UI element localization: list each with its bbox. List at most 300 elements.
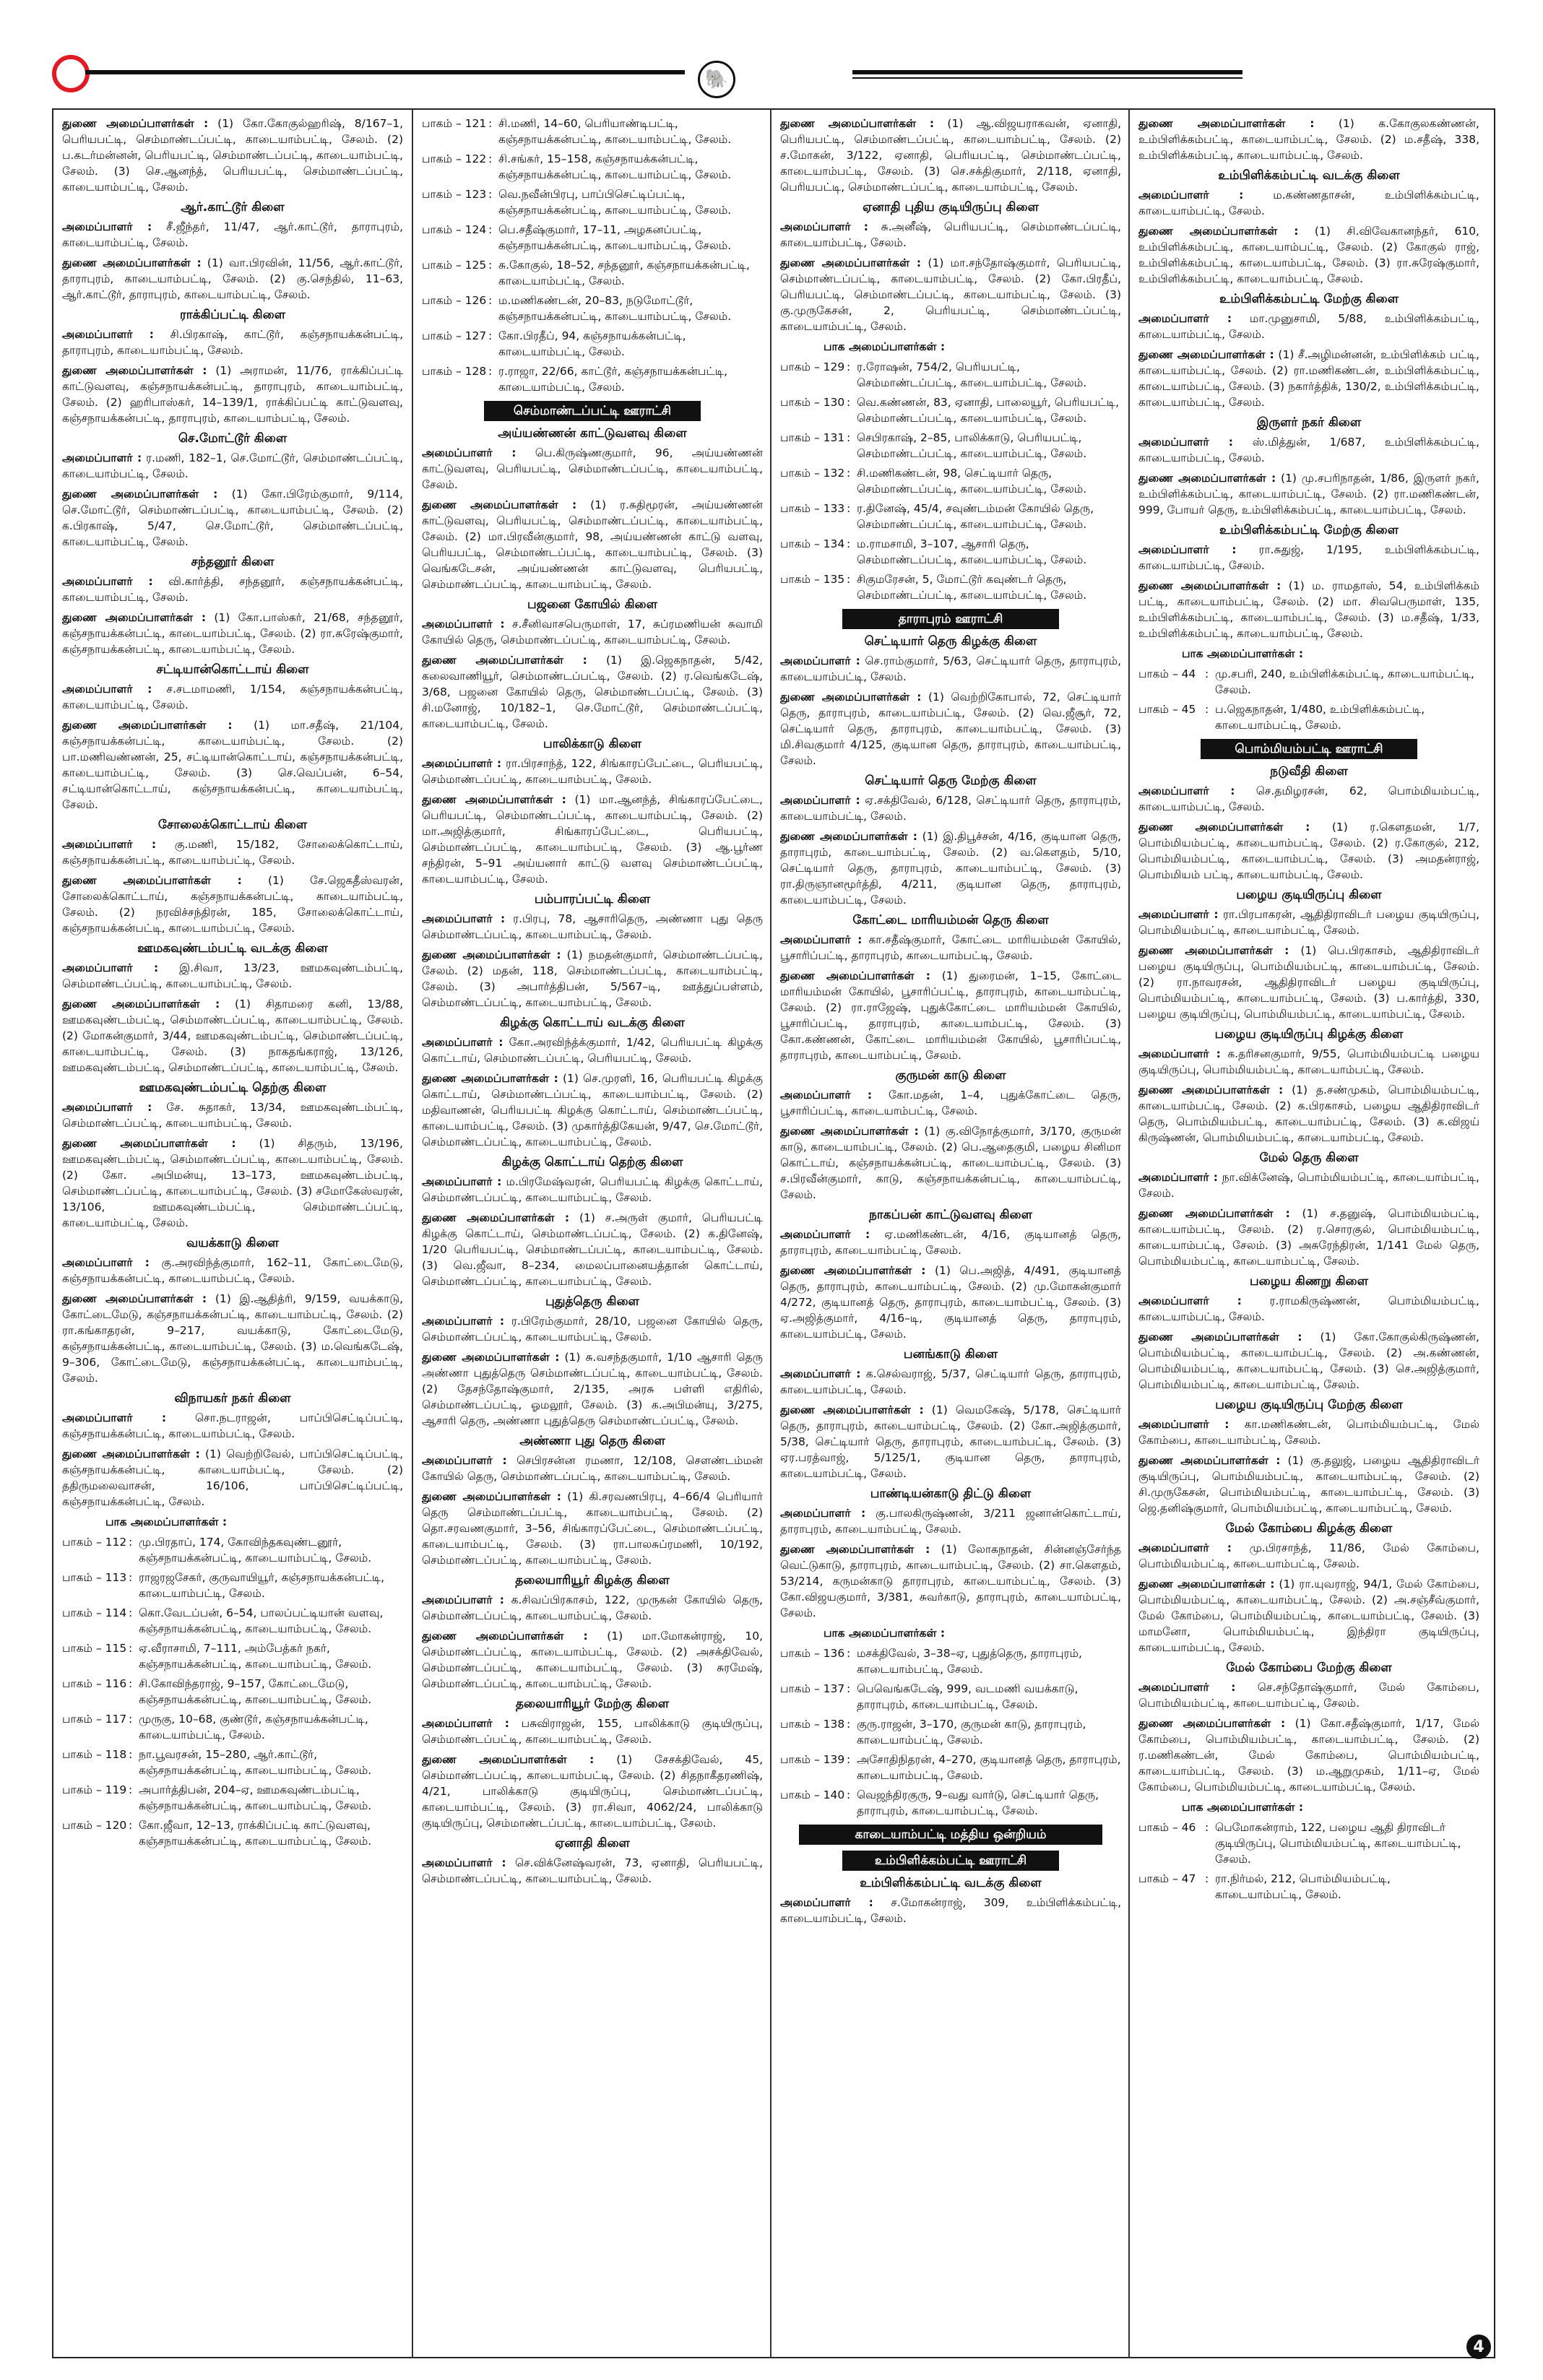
member-details: (1) ரா.யுவராஜ், 94/1, மேல் கோம்பை, பொம்மியம்பட்டி, காடையாம்பட்டி, சேலம். (2) அ.சஞ்சீவ்குமார், மேல் கோம்பை, பொம்மியம்பட்டி, காடையாம்பட்டி, சேலம். (3) மாமனோ, பொம்மியம்பட்டி, இந்திரா குடியிருப்பு, காடையாம்பட்டி, சேலம். [1138,1578,1479,1654]
member-details: (1) சு.வசந்தகுமார், 1/10 ஆசாரி தெரு அண்ணா புதுத்தெரு செம்மாண்டப்பட்டி, காடையாம்பட்டி, சேலம். (2) தேசந்தோஷ்குமார், 2/135, அரசு பள்ளி எதிரில், செம்மாண்டப்பட்டி, ஓமலூர், சேலம். (3) க.அபிமன்யு, 3/275, ஆசாரி தெரு, அண்ணா புதுத்தெரு செம்மாண்டப்பட்டி, சேலம். [422,1351,763,1427]
office-bearer-entry [62,836,403,868]
role-label: துணை அமைப்பாளர்கள் : [62,256,202,269]
ward-separator: : [847,1682,851,1695]
role-label: துணை அமைப்பாளர்கள் : [780,830,917,843]
ward-organisers-heading: பாக அமைப்பாளர்கள் : [1182,1801,1304,1814]
role-label: அமைப்பாளர் : [780,1089,873,1102]
role-label: அமைப்பாளர் : [1138,1047,1221,1060]
office-bearer-entry [1138,1329,1479,1393]
ward-entry [62,1782,403,1814]
role-label: துணை அமைப்பாளர்கள் : [62,117,209,130]
branch-heading: தலையாரியூர் மேற்கு கிளை [515,1697,670,1711]
member-details: (1) பெ.பிரகாசம், ஆதிதிராவிடர் பழைய குடியிருப்பு, பொம்மியம்பட்டி, காடையாம்பட்டி, சேலம். (2) ரா.நாவரசன், ஆதிதிராவிடர் பழைய குடியிருப்பு, பொம்மியம்பட்டி, காடையாம்பட்டி, சேலம். (3) ப.கார்த்தி, 330, பழைய குடியிருப்பு, பொம்மியம்பட்டி, காடையாம்பட்டி, சேலம். [1138,944,1479,1021]
ward-number: பாகம் – 45 [1138,703,1196,716]
panchayat-banner: காடையாம்பட்டி மத்திய ஒன்றியம் [799,1825,1102,1845]
role-label: அமைப்பாளர் : [1138,1418,1229,1431]
ward-entry [1138,701,1479,733]
office-bearer-entry [780,1226,1121,1258]
ward-separator: : [488,152,493,165]
ward-number: பாகம் – 137 [780,1682,845,1695]
branch-heading: உம்பிளிக்கம்பட்டி வடக்கு கிளை [1218,168,1400,183]
branch-heading: அய்யண்ணன் காட்டுவளவு கிளை [498,426,687,441]
role-label: துணை அமைப்பாளர்கள் : [62,1448,200,1461]
office-bearer-entry [780,1263,1121,1342]
role-label: துணை அமைப்பாளர்கள் : [1138,1578,1275,1591]
ward-number: பாகம் – 125 [422,259,487,272]
ward-organiser-details: வெ.கண்ணன், 83, ஏனாதி, பாலையூர், பெரியபட்டி, செம்மாண்டப்பட்டி, காடையாம்பட்டி, சேலம். [857,396,1120,425]
office-bearer-entry [422,1489,763,1568]
branch-heading: விநாயகர் நகர் கிளை [174,1391,291,1406]
branch-heading: அண்ணா புது தெரு கிளை [519,1434,665,1448]
office-bearer-entry [62,574,403,605]
role-label: அமைப்பாளர் : [422,618,505,631]
office-bearer-entry [1138,819,1479,883]
office-bearer-entry [422,792,763,887]
panchayat-banner: உம்பிளிக்கம்பட்டி ஊராட்சி [842,1851,1059,1871]
member-details: (1) கோ.பிரேம்குமார், 9/114, செ.மோட்டூர், செம்மாண்டப்பட்டி, காடையாம்பட்டி, சேலம். (2) க.பிரகாஷ், 5/47, செ.மோட்டூர், செம்மாண்டப்பட்டி, காடையாம்பட்டி, சேலம். [62,488,403,548]
role-label: துணை அமைப்பாளர்கள் : [422,1351,560,1364]
role-label: அமைப்பாளர் : [422,1036,503,1049]
branch-heading: பஜனை கோயில் கிளை [527,597,657,612]
ward-organiser-details: மு.பிரதாப், 174, கோவிந்தகவுண்டனூர், கஞ்சநாயக்கன்பட்டி, காடையாம்பட்டி, சேலம். [139,1536,372,1565]
role-label: அமைப்பாளர் : [780,1228,870,1241]
member-details: செபிரசன்ன ரமணா, 12/108, சௌண்டம்மன் கோயில் தெரு, செம்மாண்டப்பட்டி, காடையாம்பட்டி, சேலம். [422,1454,763,1483]
ward-organiser-details: ம.ராமசாமி, 3–107, ஆசாரி தெரு, செம்மாண்டப்பட்டி, காடையாம்பட்டி, சேலம். [857,537,1087,566]
ward-organisers-heading: பாக அமைப்பாளர்கள் : [1182,647,1304,660]
ward-number: பாகம் – 115 [62,1642,127,1655]
ward-number: பாகம் – 140 [780,1788,845,1801]
member-details: (1) செ.முரளி, 16, பெரியபட்டி கிழக்கு கொட்டாய், செம்மாண்டப்பட்டி, காடையாம்பட்டி, சேலம். (2) மதிவாணன், பெரியபட்டி கிழக்கு கொட்டாய், செம்மாண்டப்பட்டி, காடையாம்பட்டி, சேலம். (3) முகார்த்திகேயன், 9/47, செ.மோட்டூர், செம்மாண்டப்பட்டி, காடையாம்பட்டி, சேலம். [422,1072,763,1148]
member-details: பசுவிராஜன், 155, பாலிக்காடு குடியிருப்பு, செம்மாண்டப்பட்டி, காடையாம்பட்டி, சேலம். [422,1717,763,1746]
role-label: அமைப்பாளர் : [1138,1294,1242,1307]
member-details: (1) கோ.கோகுல்கிருஷ்ணன், பொம்மியம்பட்டி, காடையாம்பட்டி, சேலம். (2) அ.கண்ணன், பொம்மியம்பட்டி, காடையாம்பட்டி, சேலம். (3) செ.அஜித்குமார், பொம்மியம்பட்டி, காடையாம்பட்டி, சேலம். [1138,1330,1479,1391]
ward-separator: : [488,117,493,130]
member-details: (1) வெற்றிவேல், பாப்பிசெட்டிப்பட்டி, கஞ்சநாயக்கன்பட்டி, காடையாம்பட்டி, சேலம். (2) ததிருமலைவாசன், 16/106, பாப்பிசெட்டிப்பட்டி, கஞ்சநாயக்கன்பட்டி, சேலம். [62,1448,403,1508]
role-label: அமைப்பாளர் : [780,220,868,233]
member-details: (1) மா.மோகன்ராஜ், 10, செம்மாண்டப்பட்டி, காடையாம்பட்டி, சேலம். (2) அசக்திவேல், செம்மாண்டப்பட்டி, காடையாம்பட்டி, சேலம். (3) சுரமேஷ், செம்மாண்டப்பட்டி, காடையாம்பட்டி, சேலம். [422,1630,763,1690]
ward-organiser-details: ர.ரோஷன், 754/2, பெரியபட்டி, செம்மாண்டப்பட்டி, காடையாம்பட்டி, சேலம். [857,360,1087,389]
ward-entry [422,363,763,395]
role-label: துணை அமைப்பாளர்கள் : [780,969,930,982]
branch-heading: செ.மோட்டூர் கிளை [178,431,288,446]
branch-heading: இருளர் நகர் கிளை [1256,415,1362,430]
office-bearer-entry [1138,1679,1479,1711]
ward-organiser-details: நா.பூவரசன், 15–280, ஆர்.காட்டூர், கஞ்சநாயக்கன்பட்டி, காடையாம்பட்டி, சேலம். [139,1748,372,1777]
ward-separator: : [847,573,851,586]
role-label: அமைப்பாளர் : [1138,189,1244,202]
office-bearer-entry [1138,187,1479,219]
ward-entry [422,257,763,289]
office-bearer-entry [422,911,763,943]
panchayat-banner: பொம்மியம்பட்டி ஊராட்சி [1201,739,1417,759]
column-4 [1138,116,1479,2340]
role-label: அமைப்பாளர் : [780,794,860,807]
office-bearer-entry [1138,943,1479,1022]
ward-organisers-heading: பாக அமைப்பாளர்கள் : [824,340,946,353]
office-bearer-entry [62,486,403,550]
office-bearer-entry [422,1349,763,1429]
member-details: (1) வெமகேஷ், 5/178, செட்டியார் தெரு, தாராபுரம், காடையாம்பட்டி, சேலம். (2) கோ.அஜித்குமார், 5/38, செட்டியார் தெரு, தாராபுரம், காடையாம்பட்டி, சேலம். (3) ஏர.பரத்வாஜ், 5/125/1, குடியான தெரு, தாராபுரம், காடையாம்பட்டி, சேலம். [780,1403,1121,1480]
ward-organiser-details: முருகு, 10–68, குண்டூர், கஞ்சநாயக்கன்பட்டி, காடையாம்பட்டி, சேலம். [139,1713,368,1741]
member-details: (1) கி.சரவணபிரபு, 4–66/4 பெரியார் தெரு செம்மாண்டப்பட்டி, காடையாம்பட்டி, சேலம். (2) தொ.சரவணகுமார், 3–56, சிங்காரப்பேட்டை, செம்மாண்டப்பட்டி, காடையாம்பட்டி, சேலம். (3) ரா.பாலசுப்ரமணி, 10/192, செம்மாண்டப்பட்டி, காடையாம்பட்டி, சேலம். [422,1490,763,1567]
ward-organiser-details: சிகுமரேசன், 5, மோட்டூர் கவுண்டர் தெரு, செம்மாண்டப்பட்டி, காடையாம்பட்டி, சேலம். [857,573,1087,602]
member-details: (1) லோகநாதன், சின்னஞ்சேர்ந்த வெட்டுகாடு, தாராபுரம், காடையாம்பட்டி, சேலம். (2) சா.கௌதம், 53/214, கருமன்காடு தாராபுரம், காடையாம்பட்டி, சேலம். (3) கோ.விஜயகுமார், 3/381, சுவர்காடு, தாராபுரம், காடையாம்பட்டி, சேலம். [780,1543,1121,1619]
role-label: அமைப்பாளர் : [62,838,157,851]
role-label: துணை அமைப்பாளர்கள் : [422,948,561,961]
member-details: (1) மா.சதீஷ், 21/104, கஞ்சநாயக்கன்பட்டி, காடையாம்பட்டி, சேலம். (2) பா.மணிவண்ணன், 25, சட்டியான்கொட்டாய், கஞ்சநாயக்கன்பட்டி, காடையாம்பட்டி, சேலம். (3) செ.வெப்பன், 6–54, சட்டியான்கொட்டாய், கஞ்சநாயக்கன்பட்டி, காடையாம்பட்டி, சேலம். [62,719,403,811]
member-details: கு.பாலகிருஷ்ணன், 3/211 ஜனான்கொட்டாய், தாராபுரம், காடையாம்பட்டி, சேலம். [780,1507,1121,1536]
office-bearer-entry [1138,223,1479,287]
branch-heading: சோலைக்கொட்டாய் கிளை [157,818,308,832]
office-bearer-entry [422,1313,763,1345]
role-label: துணை அமைப்பாளர்கள் : [62,719,233,732]
page-header [0,0,1543,108]
role-label: அமைப்பாளர் : [1138,908,1219,921]
member-details: செ.விக்னேஷ்வரன், 73, ஏனாதி, பெரியபட்டி, செம்மாண்டப்பட்டி, காடையாம்பட்டி, சேலம். [422,1856,763,1885]
office-bearer-entry [1138,1453,1479,1516]
member-details: (1) துரைமன், 1–15, கோட்டை மாரியம்மன் கோயில், பூசாரிப்பட்டி, தாராபுரம், காடையாம்பட்டி, சேலம். (2) ரா.ராஜேஷ், புதுக்கோட்டை மாரியம்மன் கோயில், பூசாரிப்பட்டி, தாராபுரம், காடையாம்பட்டி, சேலம். (3) கோ.கண்ணன், கோட்டை மாரியம்மன் கோயில், பூசாரிப்பட்டி, தாராபுரம், காடையாம்பட்டி, சேலம். [780,969,1121,1062]
office-bearer-entry [62,1410,403,1442]
branch-heading: புதுத்தெரு கிளை [545,1294,639,1309]
member-details: (1) கோ.சதீஷ்குமார், 1/17, மேல் கோம்பை, பொம்மியம்பட்டி, காடையாம்பட்டி, சேலம். (2) ர.மணிகண்டன், மேல் கோம்பை, பொம்மியம்பட்டி, காடையாம்பட்டி, சேலம். (3) ம.ஆறுமுகம், 1/11–ஏ, மேல் கோம்பை, பொம்மியம்பட்டி, காடையாம்பட்டி, சேலம். [1138,1717,1479,1793]
branch-heading: கோட்டை மாரியம்மன் தெரு கிளை [852,913,1049,927]
ward-organiser-details: ம.மணிகண்டன், 20–83, நடுமோட்டூர், கஞ்சநாயக்கன்பட்டி, காடையாம்பட்டி, சேலம். [498,294,732,323]
branch-heading: உம்பிளிக்கம்பட்டி மேற்கு கிளை [1219,292,1399,306]
member-details: கா.மணிகண்டன், பொம்மியம்பட்டி, மேல் கோம்பை, காடையாம்பட்டி, சேலம். [1138,1418,1479,1447]
role-label: துணை அமைப்பாளர்கள் : [1138,472,1276,485]
ward-number: பாகம் – 138 [780,1718,845,1731]
column-divider [412,108,413,2358]
role-label: அமைப்பாளர் : [422,1856,506,1869]
column-divider [770,108,772,2358]
office-bearer-entry [62,681,403,713]
column-3 [780,116,1121,2340]
office-bearer-entry [1138,1046,1479,1078]
branch-heading: உம்பிளிக்கம்பட்டி மேற்கு கிளை [1219,523,1399,537]
office-bearer-entry [1138,578,1479,641]
branch-heading: சட்டியான்கொட்டாய் கிளை [156,662,309,677]
member-details: செ.தமிழரசன், 62, பொம்மியம்பட்டி, காடையாம்பட்டி, சேலம். [1138,784,1479,813]
ward-separator: : [129,1713,133,1726]
office-bearer-entry [422,1034,763,1066]
member-details: (1) கு.விநோத்குமார், 3/170, குருமன் காடு, காடையாம்பட்டி, சேலம். (2) பெ.ஆதைகுமி, பழைய சினிமா கொட்டாய், கஞ்சநாயக்கன்பட்டி, காடையாம்பட்டி, சேலம். (3) ச.பிரவீன்குமார், காடு, கஞ்சநாயக்கன்பட்டி, காடையாம்பட்டி, சேலம். [780,1125,1121,1201]
role-label: அமைப்பாளர் : [422,1315,505,1328]
member-details: ர.ராமகிருஷ்ணன், பொம்மியம்பட்டி, காடையாம்பட்டி, சேலம். [1138,1294,1479,1323]
panchayat-banner: தாராபுரம் ஊராட்சி [842,609,1059,629]
office-bearer-entry [62,326,403,358]
role-label: துணை அமைப்பாளர்கள் : [780,1543,930,1556]
ward-separator: : [488,223,493,236]
branch-heading: நடுவீதி கிளை [1270,764,1348,779]
ward-entry [780,1752,1121,1783]
office-bearer-entry [62,1255,403,1286]
section-marker-icon [52,55,90,92]
ward-organiser-details: குரு.ராஜன், 3–170, குருமன் காடு, தாராபுரம், காடையாம்பட்டி, சேலம். [857,1718,1086,1747]
office-bearer-entry [62,717,403,813]
member-details: ர.பிரேம்குமார், 28/10, பஜனை கோயில் தெரு, செம்மாண்டப்பட்டி, காடையாம்பட்டி, சேலம். [422,1315,763,1343]
role-label: அமைப்பாளர் : [422,757,502,770]
branch-heading: பாலிக்காடு கிளை [543,737,641,751]
ward-organisers-heading: பாக அமைப்பாளர்கள் : [824,1627,946,1640]
role-label: துணை அமைப்பாளர்கள் : [422,1753,595,1766]
office-bearer-entry [1138,1416,1479,1448]
ward-number: பாகம் – 116 [62,1677,127,1690]
header-rule-left [85,70,685,74]
branch-heading: ஏனாதி புதிய குடியிருப்பு கிளை [863,200,1039,215]
office-bearer-entry [422,1628,763,1692]
office-bearer-entry [780,1087,1121,1119]
ward-organiser-details: செபிரகாஷ், 2–85, பாலிக்காடு, பெரியபட்டி, செம்மாண்டப்பட்டி, காடையாம்பட்டி, சேலம். [857,431,1087,460]
member-details: ம.கண்ணதாசன், உம்பிளிக்கம்பட்டி, காடையாம்பட்டி, சேலம். [1138,189,1479,217]
ward-number: பாகம் – 120 [62,1819,127,1832]
role-label: துணை அமைப்பாளர்கள் : [1138,1083,1284,1096]
office-bearer-entry [1138,1293,1479,1325]
ward-separator: : [1205,1821,1209,1834]
role-label: அமைப்பாளர் : [1138,1171,1218,1184]
ward-entry [62,1676,403,1708]
member-details: க.செல்வராஜ், 5/37, செட்டியார் தெரு, தாராபுரம், காடையாம்பட்டி, சேலம். [780,1367,1121,1396]
role-label: அமைப்பாளர் : [780,654,860,667]
member-details: (1) சிதாமரை கனி, 13/88, ஊமகவுண்டம்பட்டி, செம்மாண்டப்பட்டி, காடையாம்பட்டி, சேலம். (2) மோகன்குமார், 3/44, ஊமகவுண்டம்பட்டி, செம்மாண்டப்பட்டி, காடையாம்பட்டி, சேலம். (3) நாகதங்கராஜ், 13/126, ஊமகவுண்டம்பட்டி, செம்மாண்டப்பட்டி, காடையாம்பட்டி, சேலம். [62,998,403,1074]
branch-heading: பனங்காடு கிளை [903,1347,998,1362]
role-label: துணை அமைப்பாளர்கள் : [422,498,577,511]
branch-heading: பழைய குடியிருப்பு மேற்கு கிளை [1215,1398,1403,1412]
member-details: (1) கோ.கோகுல்ஹரிஷ், 8/167–1, பெரியபட்டி, செம்மாண்டப்பட்டி, காடையாம்பட்டி, சேலம். (2) ப.கடர்மன்னன், பெரியபட்டி, செம்மாண்டப்பட்டி, காடையாம்பட்டி, சேலம். (3) செ.ஆனந்த், பெரியபட்டி, செம்மாண்டப்பட்டி, காடையாம்பட்டி, சேலம். [62,117,403,194]
ward-number: பாகம் – 131 [780,431,845,444]
page-number: 4 [1466,2334,1491,2359]
branch-heading: ராக்கிப்பட்டி கிளை [179,308,286,322]
ward-organiser-details: சி.கோவிந்தராஜ், 9–157, கோட்டைமேடு, கஞ்சநாயக்கன்பட்டி, காடையாம்பட்டி, சேலம். [139,1677,372,1706]
ward-organiser-details: ர.ராஜா, 22/66, காட்டூர், கஞ்சநாயக்கன்பட்டி, காடையாம்பட்டி, சேலம். [498,365,727,394]
ward-separator: : [1205,667,1209,680]
branch-heading: குருமன் காடு கிளை [895,1068,1006,1083]
office-bearer-entry [1138,906,1479,938]
ward-separator: : [488,294,493,307]
member-details: (1) கோ.பாஸ்கர், 21/68, சந்தனூர், கஞ்சநாயக்கன்பட்டி, காடையாம்பட்டி, சேலம். (2) ரா.சுரேஷ்குமார், கஞ்சநாயக்கன்பட்டி, காடையாம்பட்டி, சேலம். [62,611,403,656]
role-label: அமைப்பாளர் : [422,446,517,459]
member-details: கு.அரவிந்த்குமார், 162–11, கோட்டைமேடு, கஞ்சநாயக்கன்பட்டி, காடையாம்பட்டி, சேலம். [62,1256,403,1285]
ward-separator: : [847,1753,851,1766]
role-label: துணை அமைப்பாளர்கள் : [1138,225,1299,238]
member-details: ர.பிரபு, 78, ஆசாரிதெரு, அண்ணா புது தெரு செம்மாண்டப்பட்டி, காடையாம்பட்டி, சேலம். [422,912,763,941]
ward-separator: : [129,1536,133,1549]
ward-separator: : [488,259,493,272]
ward-entry [422,186,763,218]
role-label: அமைப்பாளர் : [422,1717,509,1730]
office-bearer-entry [780,1541,1121,1621]
ward-entry [780,571,1121,603]
office-bearer-entry [780,828,1121,908]
role-label: துணை அமைப்பாளர்கள் : [780,1403,924,1416]
ward-number: பாகம் – 135 [780,573,845,586]
ward-organiser-details: பெ.சதீஷ்குமார், 17–11, அழகனப்பட்டி, கஞ்சநாயக்கன்பட்டி, காடையாம்பட்டி, சேலம். [498,223,732,252]
ward-separator: : [847,1647,851,1660]
ward-number: பாகம் – 118 [62,1748,127,1761]
ward-separator: : [847,1718,851,1731]
role-label: துணை அமைப்பாளர்கள் : [780,691,922,704]
office-bearer-entry [62,996,403,1076]
role-label: அமைப்பாளர் : [780,1507,866,1520]
ward-number: பாகம் – 119 [62,1783,127,1796]
ward-number: பாகம் – 133 [780,502,845,515]
role-label: அமைப்பாளர் : [422,1175,502,1188]
ward-separator: : [129,1642,133,1655]
ward-separator: : [847,360,851,373]
office-bearer-entry [422,1174,763,1206]
ward-organiser-details: கோ.ஜீவா, 12–13, ராக்கிப்பட்டி காட்டுவளவு, கஞ்சநாயக்கன்பட்டி, காடையாம்பட்டி, சேலம். [139,1819,372,1848]
member-details: கோ.அரவிந்த்க்குமார், 1/42, பெரியபட்டி கிழக்கு கொட்டாய், செம்மாண்டப்பட்டி, பெரியபட்டி, சேலம். [422,1036,763,1065]
office-bearer-entry [422,1070,763,1150]
role-label: துணை அமைப்பாளர்கள் : [62,611,207,624]
ward-number: பாகம் – 46 [1138,1821,1196,1834]
role-label: அமைப்பாளர் : [1138,1541,1232,1554]
branch-heading: சந்தனூர் கிளை [191,555,275,569]
office-bearer-entry [1138,542,1479,574]
branch-heading: கிழக்கு கொட்டாய் வடக்கு கிளை [500,1016,685,1030]
role-label: அமைப்பாளர் : [62,1256,150,1269]
office-bearer-entry [1138,1082,1479,1146]
branch-heading: ஊமகவுண்டம்பட்டி தெற்கு கிளை [139,1081,327,1095]
office-bearer-entry [780,116,1121,195]
role-label: அமைப்பாளர் : [1138,1681,1236,1694]
member-details: (1) மு.சபரிநாதன், 1/86, இருளர் நகர், உம்பிளிக்கம்பட்டி, காடையாம்பட்டி, சேலம். (2) ரா.மணிகண்டன், 999, போயர் தெரு, உம்பிளிக்கம்பட்டி, காடையாம்பட்டி, சேலம். [1138,472,1479,516]
column-2 [422,116,763,2340]
ward-separator: : [847,537,851,550]
column-divider [1128,108,1130,2358]
office-bearer-entry [780,932,1121,964]
ward-entry [422,116,763,147]
ward-entry [780,1681,1121,1713]
ward-separator: : [129,1783,133,1796]
ward-entry [422,151,763,183]
role-label: அமைப்பாளர் : [1138,312,1232,325]
member-details: சி.பிரகாஷ், காட்டூர், கஞ்சநாயக்கன்பட்டி, தாராபுரம், காடையாம்பட்டி, சேலம். [62,328,403,357]
member-details: (1) வா.பிரவின், 11/56, ஆர்.காட்டூர், தாராபுரம், காடையாம்பட்டி, சேலம். (2) கு.செந்தில், 11–63, ஆர்.காட்டூர், தாராபுரம், காடையாம்பட்டி, சேலம். [62,256,403,301]
member-details: (1) ச.தனுஷ், பொம்மியம்பட்டி, காடையாம்பட்டி, சேலம். (2) ர.சொரகுல், பொம்மியம்பட்டி, காடையாம்பட்டி, சேலம். (3) அசுரேந்திரன், 1/141 மேல் தெரு, பொம்மியம்பட்டி, காடையாம்பட்டி, சேலம். [1138,1207,1479,1268]
ward-entry [1138,1871,1479,1903]
ward-separator: : [488,365,493,378]
ward-organiser-details: வெஜந்திரகுரு, 9–வது வார்டு, செட்டியார் தெரு, தாராபுரம், காடையாம்பட்டி, சேலம். [857,1788,1099,1817]
office-bearer-entry [1138,1169,1479,1201]
branch-heading: ஊமகவுண்டம்பட்டி வடக்கு கிளை [137,941,328,956]
branch-heading: உம்பிளிக்கம்பட்டி வடக்கு கிளை [860,1876,1042,1890]
ward-separator: : [129,1677,133,1690]
ward-number: பாகம் – 129 [780,360,845,373]
ward-organiser-details: வெ.நவீன்பிரபு, பாப்பிசெட்டிப்பட்டி, கஞ்சநாயக்கன்பட்டி, காடையாம்பட்டி, சேலம். [498,188,732,217]
ward-entry [1138,666,1479,698]
ward-organiser-details: ராஜரஜசேகர், குருவாயியூர், கஞ்சநாயக்கன்பட்டி, காடையாம்பட்டி, சேலம். [139,1571,385,1600]
branch-heading: தலையாரியூர் கிழக்கு கிளை [515,1573,670,1588]
member-details: (1) ஆ.விஜயராகவன், ஏனாதி, பெரியபட்டி, செம்மாண்டப்பட்டி, காடையாம்பட்டி, சேலம். (2) ச.மோகன், 3/122, ஏனாதி, பெரியபட்டி, செம்மாண்டப்பட்டி, காடையாம்பட்டி, சேலம். (3) செ.சக்திகுமார், 2/118, ஏனாதி, பெரியபட்டி, செம்மாண்டப்பட்டி, காடையாம்பட்டி, சேலம். [780,117,1121,194]
role-label: அமைப்பாளர் : [62,220,152,233]
member-details: ரா.பிரசாந்த், 122, சிங்காரப்பேட்டை, பெரியபட்டி, செம்மாண்டப்பட்டி, காடையாம்பட்டி, சேலம். [422,757,763,786]
ward-number: பாகம் – 139 [780,1753,845,1766]
member-details: (1) இ.ஆதித்ரி, 9/159, வயக்காடு, கோட்டைமேடு, கஞ்சநாயக்கன்பட்டி, காடையாம்பட்டி, சேலம். (2) ரா.கங்காதரன், 9–217, வயக்காடு, கோட்டைமேடு, கஞ்சநாயக்கன்பட்டி, காடையாம்பட்டி, சேலம். (3) ம.வெங்கடேஷ், 9–306, கோட்டைமேடு, கஞ்சநாயக்கன்பட்டி, காடையாம்பட்டி, சேலம். [62,1292,403,1385]
role-label: துணை அமைப்பாளர்கள் : [62,488,218,501]
office-bearer-entry [780,689,1121,769]
office-bearer-entry [422,1453,763,1484]
member-details: (1) அராமன், 11/76, ராக்கிப்பட்டி காட்டுவளவு, கஞ்சநாயக்கன்பட்டி, தாராபுரம், காடையாம்பட்டி, சேலம். (2) ஹரிபாஸ்கர், 14–139/1, ராக்கிப்பட்டி காட்டுவளவு, கஞ்சநாயக்கன்பட்டி, தாராபுரம், காடையாம்பட்டி, சேலம். [62,364,403,425]
member-details: ரா.சுதுஜ், 1/195, உம்பிளிக்கம்பட்டி, காடையாம்பட்டி, சேலம். [1138,543,1479,572]
branch-heading: பழைய கிணறு கிளை [1250,1274,1368,1289]
branch-heading: வயக்காடு கிளை [186,1236,279,1250]
branch-heading: செட்டியார் தெரு மேற்கு கிளை [865,774,1037,788]
role-label: அமைப்பாளர் : [422,1593,504,1606]
panchayat-banner: செம்மாண்டப்பட்டி ஊராட்சி [484,401,701,421]
member-details: நா.விக்னேஷ், பொம்மியம்பட்டி, காடையாம்பட்டி, சேலம். [1138,1171,1479,1200]
member-details: ச.சீனிவாசபெருமாள், 17, சுப்ரமணியன் சுவாமி கோயில் தெரு, செம்மாண்டப்பட்டி, காடையாம்பட்டி, சேலம். [422,618,763,646]
role-label: அமைப்பாளர் : [1138,543,1237,556]
ward-entry [62,1534,403,1566]
ward-number: பாகம் – 126 [422,294,487,307]
role-label: துணை அமைப்பாளர்கள் : [62,1137,236,1150]
role-label: துணை அமைப்பாளர்கள் : [1138,117,1315,130]
ward-number: பாகம் – 114 [62,1606,127,1619]
member-details: (1) ர.கௌதமன், 1/7, பொம்மியம்பட்டி, காடையாம்பட்டி, சேலம். (2) ர.கோகுல், 212, பொம்மியம்பட்டி, காடையாம்பட்டி, சேலம். (3) அமதன்ராஜ், பொம்மியம் பட்டி, காடையாம்பட்டி, சேலம். [1138,821,1479,881]
member-details: வி.கார்த்தி, சந்தனூர், கஞ்சநாயக்கன்பட்டி, காடையாம்பட்டி, சேலம். [62,575,403,604]
member-details: மா.முனுசாமி, 5/88, உம்பிளிக்கம்பட்டி, காடையாம்பட்டி, சேலம். [1138,312,1479,341]
member-details: (1) சீ.அழிமன்னன், உம்பிளிக்கம் பட்டி, காடையாம்பட்டி, சேலம். (2) ரா.மணிகண்டன், உம்பிளிக்கம்பட்டி, காடையாம்பட்டி, சேலம். (3) நகார்த்திக், 130/2, உம்பிளிக்கம்பட்டி, காடையாம்பட்டி, சேலம். [1138,348,1479,409]
role-label: துணை அமைப்பாளர்கள் : [62,1292,207,1305]
role-label: அமைப்பாளர் : [1138,784,1235,797]
office-bearer-entry [422,445,763,493]
ward-separator: : [1205,1872,1209,1885]
ward-separator: : [129,1748,133,1761]
office-bearer-entry [1138,116,1479,163]
role-label: துணை அமைப்பாளர்கள் : [422,793,566,806]
office-bearer-entry [780,1123,1121,1203]
role-label: துணை அமைப்பாளர்கள் : [62,874,242,887]
ward-separator: : [129,1571,133,1584]
branch-heading: செட்டியார் தெரு கிழக்கு கிளை [864,634,1037,649]
office-bearer-entry [780,1366,1121,1398]
ward-organiser-details: ப.ஜெகநாதன், 1/480, உம்பிளிக்கம்பட்டி, காடையாம்பட்டி, சேலம். [1215,703,1425,732]
office-bearer-entry [780,255,1121,334]
member-details: ர.மணி, 182–1, செ.மோட்டூர், செம்மாண்டப்பட்டி, காடையாம்பட்டி, சேலம். [62,451,403,480]
ward-organiser-details: அசோதிநிதரன், 4–270, குடியானத் தெரு, தாராபுரம், காடையாம்பட்டி, சேலம். [857,1753,1121,1782]
member-details: (1) பெ.அஜித், 4/491, குடியானத் தெரு, தாராபுரம், காடையாம்பட்டி, சேலம். (2) மு.மோகன்குமார் 4/272, குடியானத் தெரு, தாராபுரம், காடையாம்பட்டி, சேலம். (3) ஏ.அஜித்குமார், 4/16–டி, குடியானத் தெரு, தாராபுரம், காடையாம்பட்டி, சேலம். [780,1264,1121,1341]
member-details: கு.மணி, 15/182, சோலைக்கொட்டாய், கஞ்சநாயக்கன்பட்டி, காடையாம்பட்டி, சேலம். [62,838,403,867]
office-bearer-entry [780,1505,1121,1537]
ward-number: பாகம் – 127 [422,329,487,342]
ward-separator: : [488,329,493,342]
office-bearer-entry [62,363,403,426]
ward-entry [780,359,1121,391]
role-label: துணை அமைப்பாளர்கள் : [422,1490,561,1503]
ward-organiser-details: கோ.பிரதீப், 94, கஞ்சநாயக்கன்பட்டி, காடையாம்பட்டி, சேலம். [498,329,686,358]
office-bearer-entry [62,1446,403,1510]
role-label: அமைப்பாளர் : [780,1896,873,1909]
ward-number: பாகம் – 134 [780,537,845,550]
ward-entry [62,1605,403,1637]
branch-heading: பாண்டியன்காடு திட்டு கிளை [870,1487,1032,1501]
ward-organiser-details: கொ.வேடப்பன், 6–54, பாலப்பட்டியான் வளவு, கஞ்சநாயக்கன்பட்டி, காடையாம்பட்டி, சேலம். [139,1606,384,1635]
role-label: துணை அமைப்பாளர்கள் : [780,1264,926,1277]
office-bearer-entry [422,616,763,648]
ward-organiser-details: ர.தினேஷ், 45/4, சவுண்டம்மன் கோயில் தெரு, செம்மாண்டப்பட்டி, காடையாம்பட்டி, சேலம். [857,502,1094,531]
office-bearer-entry [1138,1576,1479,1656]
ward-entry [780,1716,1121,1748]
ward-entry [780,394,1121,426]
branch-heading: பம்பாரப்பட்டி கிளை [534,892,651,906]
member-details: (1) இ.திபூச்சன், 4/16, குடியான தெரு, தாராபுரம், காடையாம்பட்டி, சேலம். (2) வ.கௌதம், 5/10, செட்டியார் தெரு, தாராபுரம், காடையாம்பட்டி, சேலம். (3) ரா.திருஞானமூர்த்தி, 4/211, குடியான தெரு, தாராபுரம், காடையாம்பட்டி, சேலம். [780,830,1121,906]
member-details: (1) சேசக்திவேல், 45, செம்மாண்டப்பட்டி, காடையாம்பட்டி, சேலம். (2) சிதநாகீதரணிஷ், 4/21, பாலிக்காடு குடியிருப்பு, செம்மாண்டப்பட்டி, காடையாம்பட்டி, சேலம். (3) ரா.சிவா, 4062/24, பாலிக்காடு குடியிருப்பு, செம்மாண்டப்பட்டி, காடையாம்பட்டி, சேலம். [422,1753,763,1830]
member-details: (1) கு.தலுஜ், பழைய ஆதிதிராவிடர் குடியிருப்பு, பொம்மியம்பட்டி, காடையாம்பட்டி, சேலம். (2) சி.முருகேசன், பொம்மியம்பட்டி, காடையாம்பட்டி, சேலம். (3) ஜெ.தனிஷ்குமார், பொம்மியம்பட்டி, காடையாம்பட்டி, சேலம். [1138,1454,1479,1515]
branch-heading: பழைய குடியிருப்பு கிழக்கு கிளை [1214,1027,1404,1042]
member-details: (1) மா.ஆனந்த், சிங்காரப்பேட்டை, பெரியபட்டி, செம்மாண்டப்பட்டி, காடையாம்பட்டி, சேலம். (2) மா.அஜித்குமார், சிங்காரப்பேட்டை, பெரியபட்டி, செம்மாண்டப்பட்டி, காடையாம்பட்டி, சேலம். (3) ஆ.பூர்ண சந்திரன், 5–91 அய்யனார் காட்டு வளவு செம்மாண்டப்பட்டி, காடையாம்பட்டி, சேலம். [422,793,763,886]
member-details: (1) த.சண்முகம், பொம்மியம்பட்டி, காடையாம்பட்டி, சேலம். (2) க.பிரகாசம், பழைய ஆதிதிராவிடர் தெரு, பொம்மியம்பட்டி, காடையாம்பட்டி, சேலம். (3) க.விஜய் கிருஷ்ணன், பொம்மியம்பட்டி, காடையாம்பட்டி, சேலம். [1138,1083,1479,1144]
ward-entry [62,1747,403,1778]
